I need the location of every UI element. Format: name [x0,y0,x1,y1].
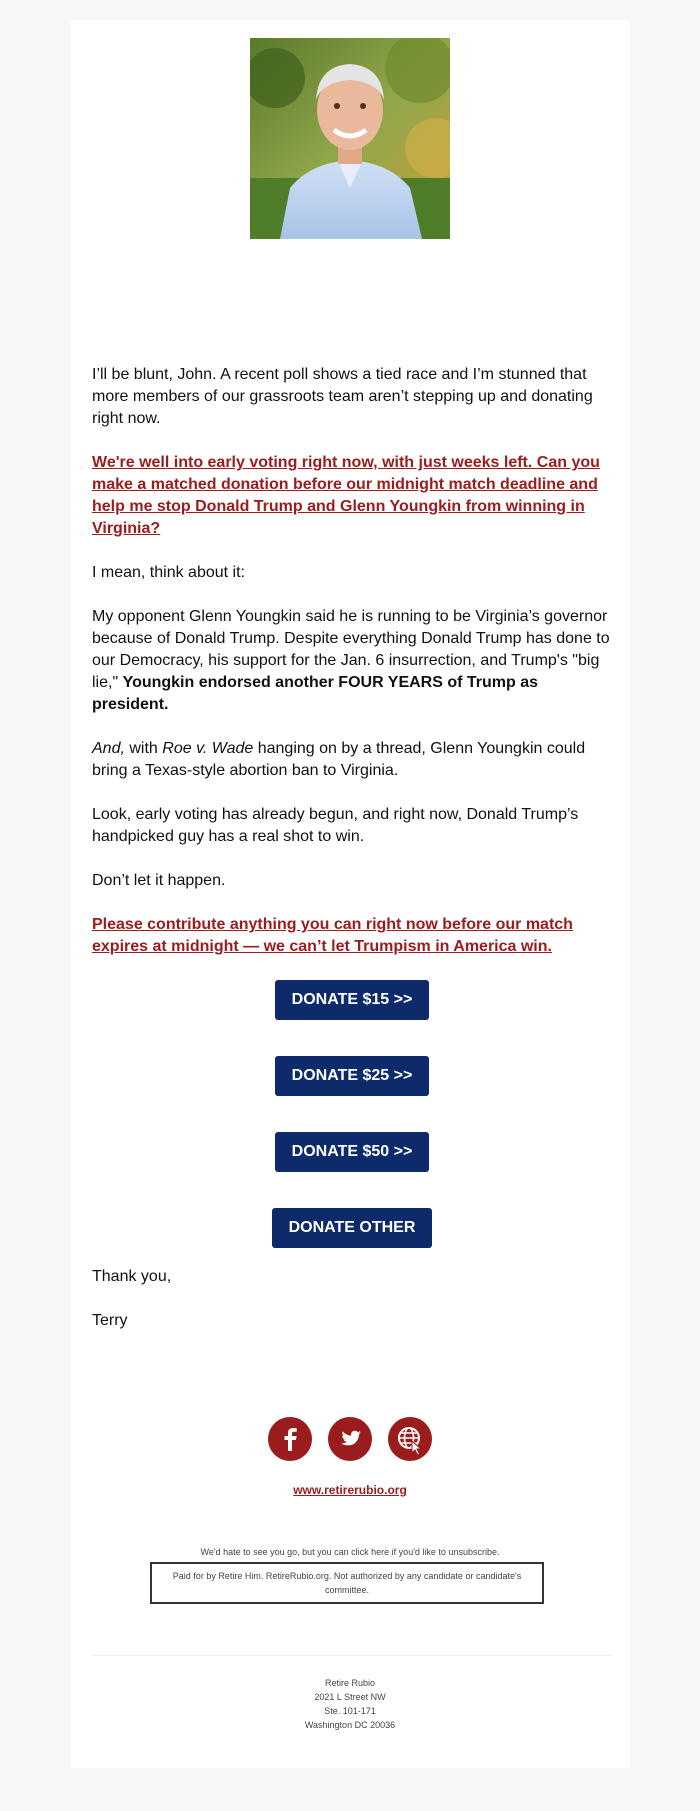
opponent-paragraph [92,606,612,716]
candidate-photo [250,38,450,239]
mailing-address [70,1676,630,1732]
think-paragraph: I mean, think about it: [92,564,245,581]
thanks-text: Thank you, [92,1268,172,1285]
dont-let-paragraph: Don’t let it happen. [92,872,226,889]
address-line2: Ste. 101-171 [324,1706,376,1716]
signature-text: Terry [92,1312,128,1329]
address-line1: 2021 L Street NW [314,1692,386,1702]
website-link[interactable]: www.retirerubio.org [293,1483,407,1497]
social-icons [70,1417,630,1461]
roe-case-text: Roe v. Wade [162,740,254,757]
donate-50-button[interactable]: DONATE $50 >> [275,1132,430,1172]
paid-for-disclaimer: Paid for by Retire Him. RetireRubio.org. Not authorized by any candidate or candidate's committee. [150,1562,544,1604]
roe-with-text: with [124,740,163,757]
early-voting-paragraph: Look, early voting has already begun, and right now, Donald Trump’s handpicked guy has a real shot to win. [92,806,579,845]
opponent-bold-text: Youngkin endorsed another FOUR YEARS of Trump as president. [92,674,539,713]
twitter-icon[interactable] [328,1417,372,1461]
cta-link-matched-donation[interactable]: We're well into early voting right now, with just weeks left. Can you make a matched donation before our midnight match deadline and help me stop Donald Trump and Glenn Youngkin from winning in Virginia? [92,454,600,537]
intro-paragraph: I’ll be blunt, John. A recent poll shows a tied race and I’m stunned that more members of our grassroots team aren’t stepping up and donating right now. [92,366,593,427]
donate-15-button[interactable]: DONATE $15 >> [275,980,430,1020]
facebook-icon[interactable] [268,1417,312,1461]
donate-other-button[interactable]: DONATE OTHER [272,1208,433,1248]
unsubscribe-text[interactable]: We'd hate to see you go, but you can click here if you'd like to unsubscribe. [200,1547,500,1557]
cta-link-contribute[interactable]: Please contribute anything you can right now before our match expires at midnight — we can’t let Trumpism in America win. [92,916,573,955]
roe-rest-text: hanging on by a thread, Glenn Youngkin could bring a Texas-style abortion ban to Virginia. [92,740,586,779]
roe-paragraph [92,738,612,782]
email-body [92,364,612,1354]
address-org: Retire Rubio [324,1678,376,1688]
roe-and-text: And, [92,740,125,757]
website-icon[interactable] [388,1417,432,1461]
footer-divider [92,1655,612,1656]
donate-25-button[interactable]: DONATE $25 >> [275,1056,430,1096]
address-line3: Washington DC 20036 [304,1720,396,1730]
opponent-text: My opponent Glenn Youngkin said he is running to be Virginia’s governor because of Donald Trump. Despite everything Donald Trump has done to our Democracy, his support for the Jan. 6 insurrection, and Trump's "big lie," [92,608,610,691]
email-card [70,20,630,1768]
